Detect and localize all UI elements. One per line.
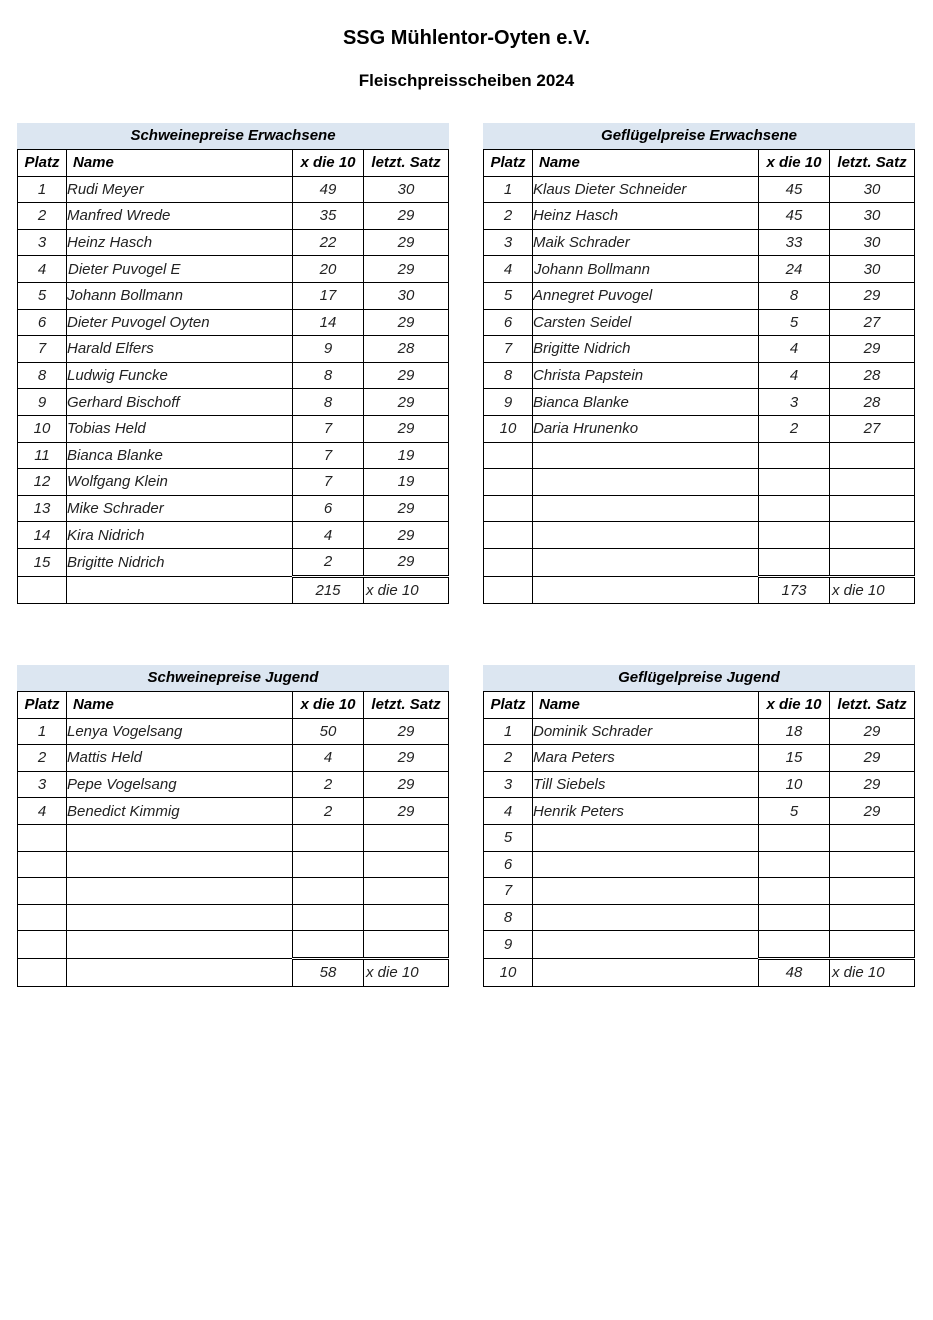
cell-x-die-10 [759, 824, 830, 851]
cell-x-die-10: 18 [759, 718, 830, 745]
cell-x-die-10: 35 [293, 203, 364, 230]
cell-x-die-10: 17 [293, 282, 364, 309]
cell-platz: 3 [484, 771, 533, 798]
cell-platz: 7 [484, 336, 533, 363]
cell-name: Dieter Puvogel E [67, 256, 293, 283]
cell-name: Pepe Vogelsang [67, 771, 293, 798]
table-row [484, 309, 915, 336]
cell-platz: 9 [18, 389, 67, 416]
table-row [18, 282, 449, 309]
sum-value: 58 [293, 958, 364, 986]
cell-x-die-10: 4 [293, 745, 364, 772]
cell-platz: 4 [484, 798, 533, 825]
cell-x-die-10 [293, 878, 364, 905]
cell-platz: 4 [484, 256, 533, 283]
cell-name: Wolfgang Klein [67, 469, 293, 496]
cell-name: Tobias Held [67, 415, 293, 442]
table-row [484, 362, 915, 389]
cell-platz: 14 [18, 522, 67, 549]
table-title: Geflügelpreise Erwachsene [483, 123, 915, 149]
table-row [484, 851, 915, 878]
cell-name [533, 824, 759, 851]
cell-platz [484, 548, 533, 576]
cell-platz: 8 [484, 904, 533, 931]
cell-name [67, 904, 293, 931]
table-row [18, 469, 449, 496]
cell-x-die-10: 15 [759, 745, 830, 772]
cell-x-die-10: 2 [293, 548, 364, 576]
cell-letzt-satz: 29 [830, 282, 915, 309]
table-row [484, 176, 915, 203]
sum-value: 215 [293, 576, 364, 604]
cell-name: Maik Schrader [533, 229, 759, 256]
cell-platz: 1 [18, 176, 67, 203]
cell-name: Manfred Wrede [67, 203, 293, 230]
cell-platz [18, 851, 67, 878]
cell-empty [67, 576, 293, 604]
cell-letzt-satz: 29 [364, 415, 449, 442]
col-header-platz: Platz [484, 692, 533, 719]
sum-label: x die 10 [830, 576, 915, 604]
cell-letzt-satz: 27 [830, 309, 915, 336]
cell-letzt-satz: 30 [364, 282, 449, 309]
cell-x-die-10: 7 [293, 469, 364, 496]
table-row [18, 824, 449, 851]
cell-letzt-satz: 19 [364, 442, 449, 469]
table-row [484, 282, 915, 309]
cell-name [533, 931, 759, 959]
cell-name: Benedict Kimmig [67, 798, 293, 825]
table-row [18, 256, 449, 283]
cell-letzt-satz: 29 [830, 771, 915, 798]
table-row [484, 745, 915, 772]
cell-x-die-10: 5 [759, 309, 830, 336]
cell-platz [484, 442, 533, 469]
col-header-name: Name [533, 692, 759, 719]
cell-x-die-10: 8 [293, 362, 364, 389]
cell-platz: 3 [18, 771, 67, 798]
cell-x-die-10: 8 [293, 389, 364, 416]
cell-letzt-satz: 29 [364, 495, 449, 522]
cell-letzt-satz: 30 [830, 203, 915, 230]
cell-platz [484, 576, 533, 604]
cell-name [67, 931, 293, 959]
cell-platz: 2 [18, 745, 67, 772]
cell-name: Gerhard Bischoff [67, 389, 293, 416]
table-row [18, 309, 449, 336]
table-row [18, 442, 449, 469]
table-row [484, 771, 915, 798]
cell-letzt-satz [830, 442, 915, 469]
cell-name: Heinz Hasch [533, 203, 759, 230]
cell-platz: 4 [18, 798, 67, 825]
table-row [18, 548, 449, 576]
sum-row [18, 576, 449, 604]
cell-letzt-satz: 30 [830, 176, 915, 203]
results-table [483, 691, 915, 987]
cell-platz: 7 [18, 336, 67, 363]
table-row [18, 203, 449, 230]
cell-platz: 2 [484, 745, 533, 772]
cell-letzt-satz: 28 [830, 362, 915, 389]
cell-x-die-10 [759, 548, 830, 576]
cell-name: Brigitte Nidrich [67, 548, 293, 576]
table-row [18, 415, 449, 442]
table-row [18, 745, 449, 772]
cell-x-die-10: 45 [759, 176, 830, 203]
cell-x-die-10 [759, 469, 830, 496]
cell-letzt-satz [830, 548, 915, 576]
cell-letzt-satz: 29 [830, 798, 915, 825]
cell-letzt-satz: 29 [364, 362, 449, 389]
cell-x-die-10: 2 [293, 771, 364, 798]
cell-x-die-10: 50 [293, 718, 364, 745]
cell-x-die-10: 14 [293, 309, 364, 336]
cell-name [533, 878, 759, 905]
cell-letzt-satz [830, 469, 915, 496]
cell-x-die-10: 8 [759, 282, 830, 309]
table-row [18, 718, 449, 745]
cell-x-die-10 [293, 824, 364, 851]
sum-row [18, 958, 449, 986]
sum-row [484, 958, 915, 986]
table-row [484, 442, 915, 469]
table-row [18, 495, 449, 522]
cell-x-die-10 [759, 495, 830, 522]
cell-x-die-10: 6 [293, 495, 364, 522]
table-row [18, 904, 449, 931]
cell-letzt-satz: 28 [830, 389, 915, 416]
header-row [484, 150, 915, 177]
cell-x-die-10: 2 [759, 415, 830, 442]
cell-letzt-satz: 29 [364, 309, 449, 336]
cell-letzt-satz [830, 824, 915, 851]
cell-name: Lenya Vogelsang [67, 718, 293, 745]
cell-x-die-10: 45 [759, 203, 830, 230]
sum-label: x die 10 [364, 576, 449, 604]
cell-letzt-satz: 29 [830, 718, 915, 745]
cell-x-die-10 [759, 931, 830, 959]
cell-x-die-10: 22 [293, 229, 364, 256]
cell-platz [18, 576, 67, 604]
cell-platz: 8 [484, 362, 533, 389]
sum-value: 48 [759, 958, 830, 986]
cell-x-die-10: 3 [759, 389, 830, 416]
cell-x-die-10 [759, 442, 830, 469]
page-title: Fleischpreisscheiben 2024 [358, 71, 575, 90]
cell-name: Dominik Schrader [533, 718, 759, 745]
table-row [484, 336, 915, 363]
cell-platz: 3 [484, 229, 533, 256]
cell-name: Carsten Seidel [533, 309, 759, 336]
table-row [484, 824, 915, 851]
cell-platz: 9 [484, 931, 533, 959]
cell-name: Harald Elfers [67, 336, 293, 363]
panel-schweinepreise-erwachsene [17, 123, 449, 604]
sum-label: x die 10 [364, 958, 449, 986]
cell-platz [18, 878, 67, 905]
cell-letzt-satz: 29 [364, 771, 449, 798]
cell-platz [18, 931, 67, 959]
table-row [18, 771, 449, 798]
cell-letzt-satz [830, 495, 915, 522]
col-header-name: Name [67, 150, 293, 177]
table-row [18, 931, 449, 959]
cell-platz: 12 [18, 469, 67, 496]
cell-x-die-10: 10 [759, 771, 830, 798]
cell-name: Mattis Held [67, 745, 293, 772]
cell-name: Till Siebels [533, 771, 759, 798]
cell-name [533, 522, 759, 549]
cell-letzt-satz [364, 931, 449, 959]
cell-name [533, 548, 759, 576]
cell-letzt-satz [364, 824, 449, 851]
panel-gefluegelpreise-erwachsene [483, 123, 915, 604]
table-row [484, 229, 915, 256]
cell-x-die-10: 4 [759, 336, 830, 363]
cell-letzt-satz: 29 [830, 745, 915, 772]
table-row [484, 904, 915, 931]
table-row [484, 495, 915, 522]
cell-name [533, 442, 759, 469]
cell-name: Brigitte Nidrich [533, 336, 759, 363]
table-row [18, 522, 449, 549]
cell-name: Kira Nidrich [67, 522, 293, 549]
table-row [484, 718, 915, 745]
cell-x-die-10: 49 [293, 176, 364, 203]
table-row [18, 798, 449, 825]
cell-letzt-satz: 29 [364, 548, 449, 576]
cell-name: Bianca Blanke [67, 442, 293, 469]
cell-platz: 1 [484, 718, 533, 745]
cell-letzt-satz [830, 522, 915, 549]
cell-name [67, 851, 293, 878]
cell-platz: 2 [18, 203, 67, 230]
cell-name [67, 824, 293, 851]
results-table [17, 149, 449, 604]
cell-platz: 3 [18, 229, 67, 256]
cell-platz: 5 [484, 824, 533, 851]
cell-name [67, 878, 293, 905]
cell-letzt-satz: 28 [364, 336, 449, 363]
cell-empty [67, 958, 293, 986]
cell-name: Johann Bollmann [533, 256, 759, 283]
cell-name: Ludwig Funcke [67, 362, 293, 389]
table-row [18, 229, 449, 256]
cell-x-die-10 [293, 851, 364, 878]
cell-x-die-10: 4 [759, 362, 830, 389]
cell-platz: 9 [484, 389, 533, 416]
cell-platz: 15 [18, 548, 67, 576]
cell-platz: 10 [484, 415, 533, 442]
col-header-x-die-10: x die 10 [293, 692, 364, 719]
cell-name [533, 904, 759, 931]
cell-letzt-satz: 19 [364, 469, 449, 496]
cell-x-die-10: 20 [293, 256, 364, 283]
cell-letzt-satz [364, 851, 449, 878]
cell-letzt-satz: 29 [364, 389, 449, 416]
table-row [484, 522, 915, 549]
cell-name: Annegret Puvogel [533, 282, 759, 309]
panel-schweinepreise-jugend [17, 665, 449, 987]
table-row [484, 469, 915, 496]
cell-letzt-satz [364, 904, 449, 931]
cell-letzt-satz [830, 878, 915, 905]
table-row [484, 931, 915, 959]
cell-platz: 10 [18, 415, 67, 442]
cell-name: Klaus Dieter Schneider [533, 176, 759, 203]
header-row [18, 150, 449, 177]
cell-platz: 11 [18, 442, 67, 469]
table-row [18, 851, 449, 878]
table-row [18, 389, 449, 416]
cell-letzt-satz: 29 [364, 229, 449, 256]
cell-letzt-satz [830, 931, 915, 959]
cell-platz: 7 [484, 878, 533, 905]
col-header-x-die-10: x die 10 [293, 150, 364, 177]
cell-x-die-10 [759, 522, 830, 549]
table-row [484, 878, 915, 905]
cell-platz: 1 [484, 176, 533, 203]
table-title: Schweinepreise Erwachsene [17, 123, 449, 149]
cell-x-die-10: 2 [293, 798, 364, 825]
cell-platz: 6 [484, 309, 533, 336]
cell-platz: 4 [18, 256, 67, 283]
cell-letzt-satz [364, 878, 449, 905]
col-header-letzt-satz: letzt. Satz [830, 692, 915, 719]
cell-x-die-10: 5 [759, 798, 830, 825]
cell-name [533, 495, 759, 522]
results-table [483, 149, 915, 604]
club-title: SSG Mühlentor-Oyten e.V. [342, 27, 591, 49]
cell-x-die-10: 7 [293, 415, 364, 442]
table-row [484, 256, 915, 283]
cell-x-die-10 [293, 904, 364, 931]
sum-label: x die 10 [830, 958, 915, 986]
cell-name: Mara Peters [533, 745, 759, 772]
cell-letzt-satz: 29 [364, 522, 449, 549]
cell-x-die-10 [759, 851, 830, 878]
cell-x-die-10: 4 [293, 522, 364, 549]
cell-platz: 6 [484, 851, 533, 878]
table-row [18, 176, 449, 203]
sum-row [484, 576, 915, 604]
cell-platz [484, 469, 533, 496]
col-header-name: Name [67, 692, 293, 719]
col-header-x-die-10: x die 10 [759, 692, 830, 719]
cell-platz: 5 [484, 282, 533, 309]
table-row [484, 389, 915, 416]
cell-platz: 8 [18, 362, 67, 389]
table-row [484, 798, 915, 825]
col-header-letzt-satz: letzt. Satz [364, 150, 449, 177]
cell-platz [484, 522, 533, 549]
cell-x-die-10: 33 [759, 229, 830, 256]
table-row [484, 203, 915, 230]
table-row [484, 548, 915, 576]
cell-x-die-10 [759, 904, 830, 931]
cell-platz [484, 495, 533, 522]
cell-platz: 6 [18, 309, 67, 336]
col-header-platz: Platz [484, 150, 533, 177]
cell-x-die-10: 9 [293, 336, 364, 363]
cell-x-die-10: 7 [293, 442, 364, 469]
results-table [17, 691, 449, 987]
cell-x-die-10 [293, 931, 364, 959]
cell-platz [18, 958, 67, 986]
cell-platz [18, 824, 67, 851]
cell-letzt-satz: 29 [364, 745, 449, 772]
cell-letzt-satz: 30 [364, 176, 449, 203]
col-header-letzt-satz: letzt. Satz [364, 692, 449, 719]
cell-letzt-satz: 29 [364, 256, 449, 283]
table-row [18, 336, 449, 363]
cell-platz: 5 [18, 282, 67, 309]
cell-name: Christa Papstein [533, 362, 759, 389]
cell-name: Bianca Blanke [533, 389, 759, 416]
cell-letzt-satz [830, 851, 915, 878]
cell-x-die-10 [759, 878, 830, 905]
cell-empty [533, 958, 759, 986]
cell-x-die-10: 24 [759, 256, 830, 283]
cell-name: Heinz Hasch [67, 229, 293, 256]
cell-name: Johann Bollmann [67, 282, 293, 309]
cell-letzt-satz [830, 904, 915, 931]
cell-platz: 2 [484, 203, 533, 230]
cell-name: Rudi Meyer [67, 176, 293, 203]
sum-value: 173 [759, 576, 830, 604]
cell-letzt-satz: 29 [830, 336, 915, 363]
col-header-platz: Platz [18, 692, 67, 719]
cell-name: Mike Schrader [67, 495, 293, 522]
col-header-name: Name [533, 150, 759, 177]
cell-name [533, 851, 759, 878]
table-row [18, 878, 449, 905]
col-header-platz: Platz [18, 150, 67, 177]
cell-letzt-satz: 30 [830, 229, 915, 256]
col-header-x-die-10: x die 10 [759, 150, 830, 177]
cell-letzt-satz: 29 [364, 203, 449, 230]
cell-name: Daria Hrunenko [533, 415, 759, 442]
table-title: Geflügelpreise Jugend [483, 665, 915, 691]
table-title: Schweinepreise Jugend [17, 665, 449, 691]
cell-name: Henrik Peters [533, 798, 759, 825]
col-header-letzt-satz: letzt. Satz [830, 150, 915, 177]
cell-letzt-satz: 27 [830, 415, 915, 442]
cell-platz: 13 [18, 495, 67, 522]
panel-gefluegelpreise-jugend [483, 665, 915, 987]
header-row [484, 692, 915, 719]
table-row [484, 415, 915, 442]
cell-platz [18, 904, 67, 931]
cell-letzt-satz: 29 [364, 798, 449, 825]
cell-name: Dieter Puvogel Oyten [67, 309, 293, 336]
cell-platz: 1 [18, 718, 67, 745]
cell-letzt-satz: 29 [364, 718, 449, 745]
cell-letzt-satz: 30 [830, 256, 915, 283]
table-row [18, 362, 449, 389]
cell-empty [533, 576, 759, 604]
cell-name [533, 469, 759, 496]
cell-platz: 10 [484, 958, 533, 986]
header-row [18, 692, 449, 719]
